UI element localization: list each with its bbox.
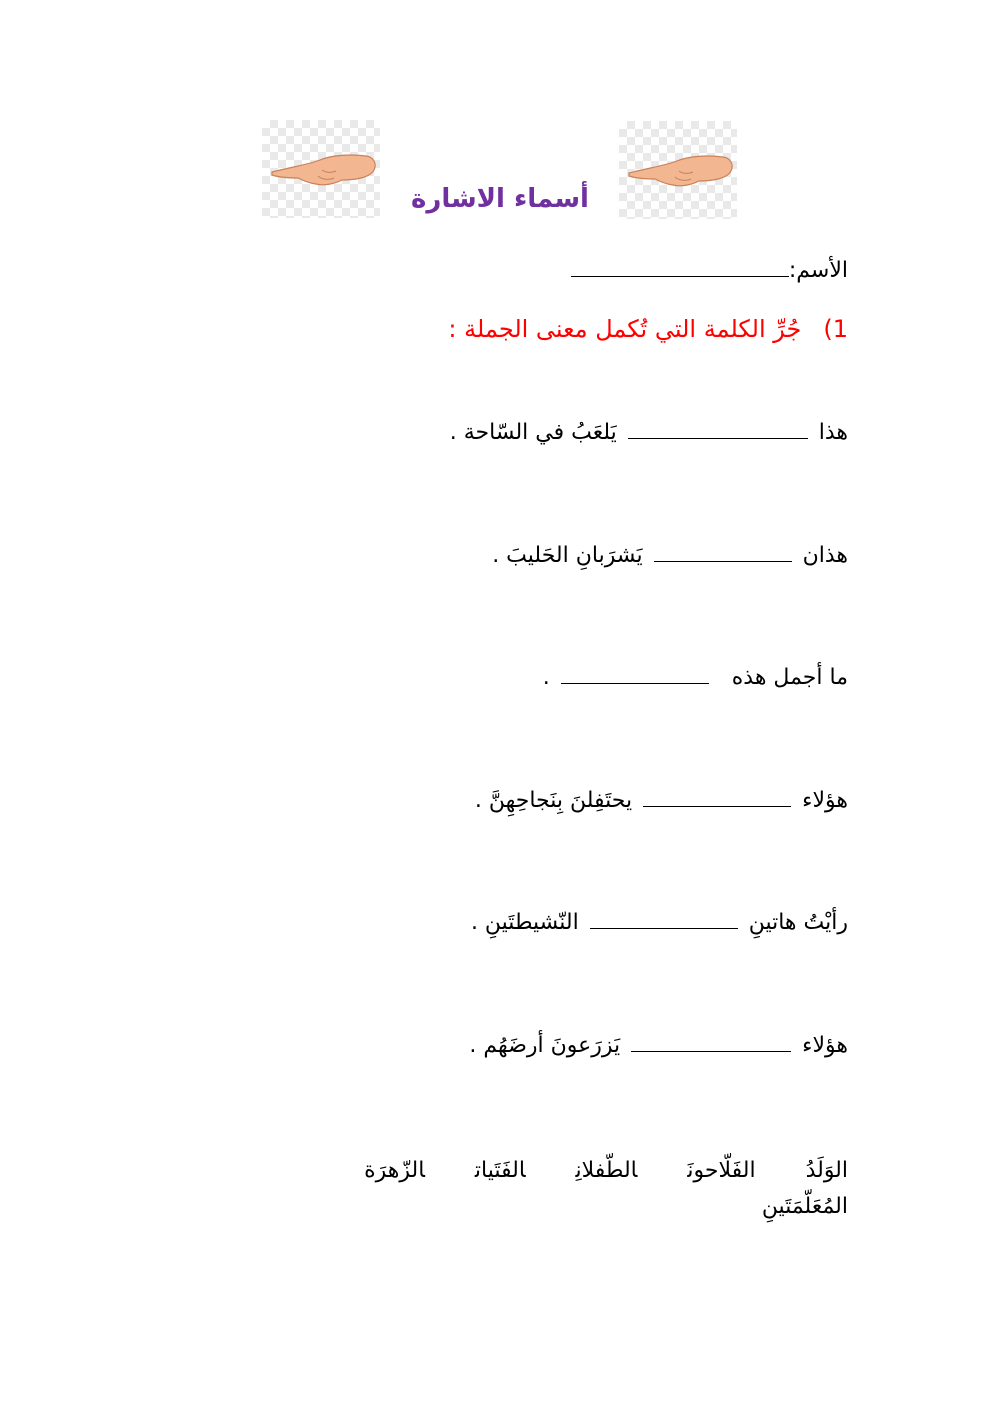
word-bank-item[interactable]: المُعَلّمَتَينِ: [761, 1194, 848, 1219]
name-row: [571, 258, 848, 283]
answer-blank[interactable]: [654, 543, 792, 562]
instruction-text: جُرِّ الكلمة التي تُكمل معنى الجملة :: [448, 315, 802, 343]
pointing-hand-icon: [619, 121, 737, 219]
word-bank-item[interactable]: الطّفلانِ: [575, 1158, 638, 1183]
answer-blank[interactable]: [643, 788, 791, 807]
sentence-row: [492, 543, 848, 568]
sentence-end: يَلعَبُ في السّاحة .: [449, 420, 617, 445]
sentence-start: رأيْتُ هاتينِ: [748, 910, 848, 935]
page-title: أسماء الاشارة: [411, 184, 589, 214]
answer-blank[interactable]: [561, 665, 709, 684]
sentence-row: [450, 420, 848, 445]
sentence-end: يحتَفِلنَ بِنَجاحِهِنَّ .: [474, 788, 633, 813]
word-bank-item[interactable]: الفَلّاحونَ: [687, 1158, 756, 1183]
sentence-end: .: [542, 665, 550, 690]
sentence-end: يَزرَعونَ أرضَهُم .: [469, 1033, 621, 1058]
name-input-blank[interactable]: [571, 258, 789, 277]
sentence-row: [475, 788, 848, 813]
instruction-number: 1): [823, 315, 848, 343]
sentence-end: النّشيطتَينِ .: [470, 910, 579, 935]
answer-blank[interactable]: [631, 1033, 791, 1052]
sentence-start: ما أجمل هذه: [731, 665, 848, 690]
word-bank: [278, 1153, 848, 1225]
pointing-hand-icon: [262, 120, 380, 218]
name-label: الأسم:: [788, 258, 848, 283]
sentence-row: [543, 665, 848, 690]
word-bank-item[interactable]: الوَلَدُ: [805, 1158, 848, 1183]
word-bank-item[interactable]: الزّهرَة: [364, 1158, 425, 1183]
sentence-start: هؤلاء: [802, 1033, 848, 1058]
sentence-end: يَشرَبانِ الحَليبَ .: [492, 543, 643, 568]
answer-blank[interactable]: [590, 910, 738, 929]
sentence-start: هذا: [818, 420, 848, 445]
instruction: [448, 315, 848, 343]
sentence-row: [471, 910, 848, 935]
word-bank-item[interactable]: الفَتَيات: [474, 1158, 526, 1183]
sentence-start: هؤلاء: [802, 788, 848, 813]
answer-blank[interactable]: [628, 420, 808, 439]
sentence-start: هذان: [802, 543, 848, 568]
sentence-row: [469, 1033, 848, 1058]
